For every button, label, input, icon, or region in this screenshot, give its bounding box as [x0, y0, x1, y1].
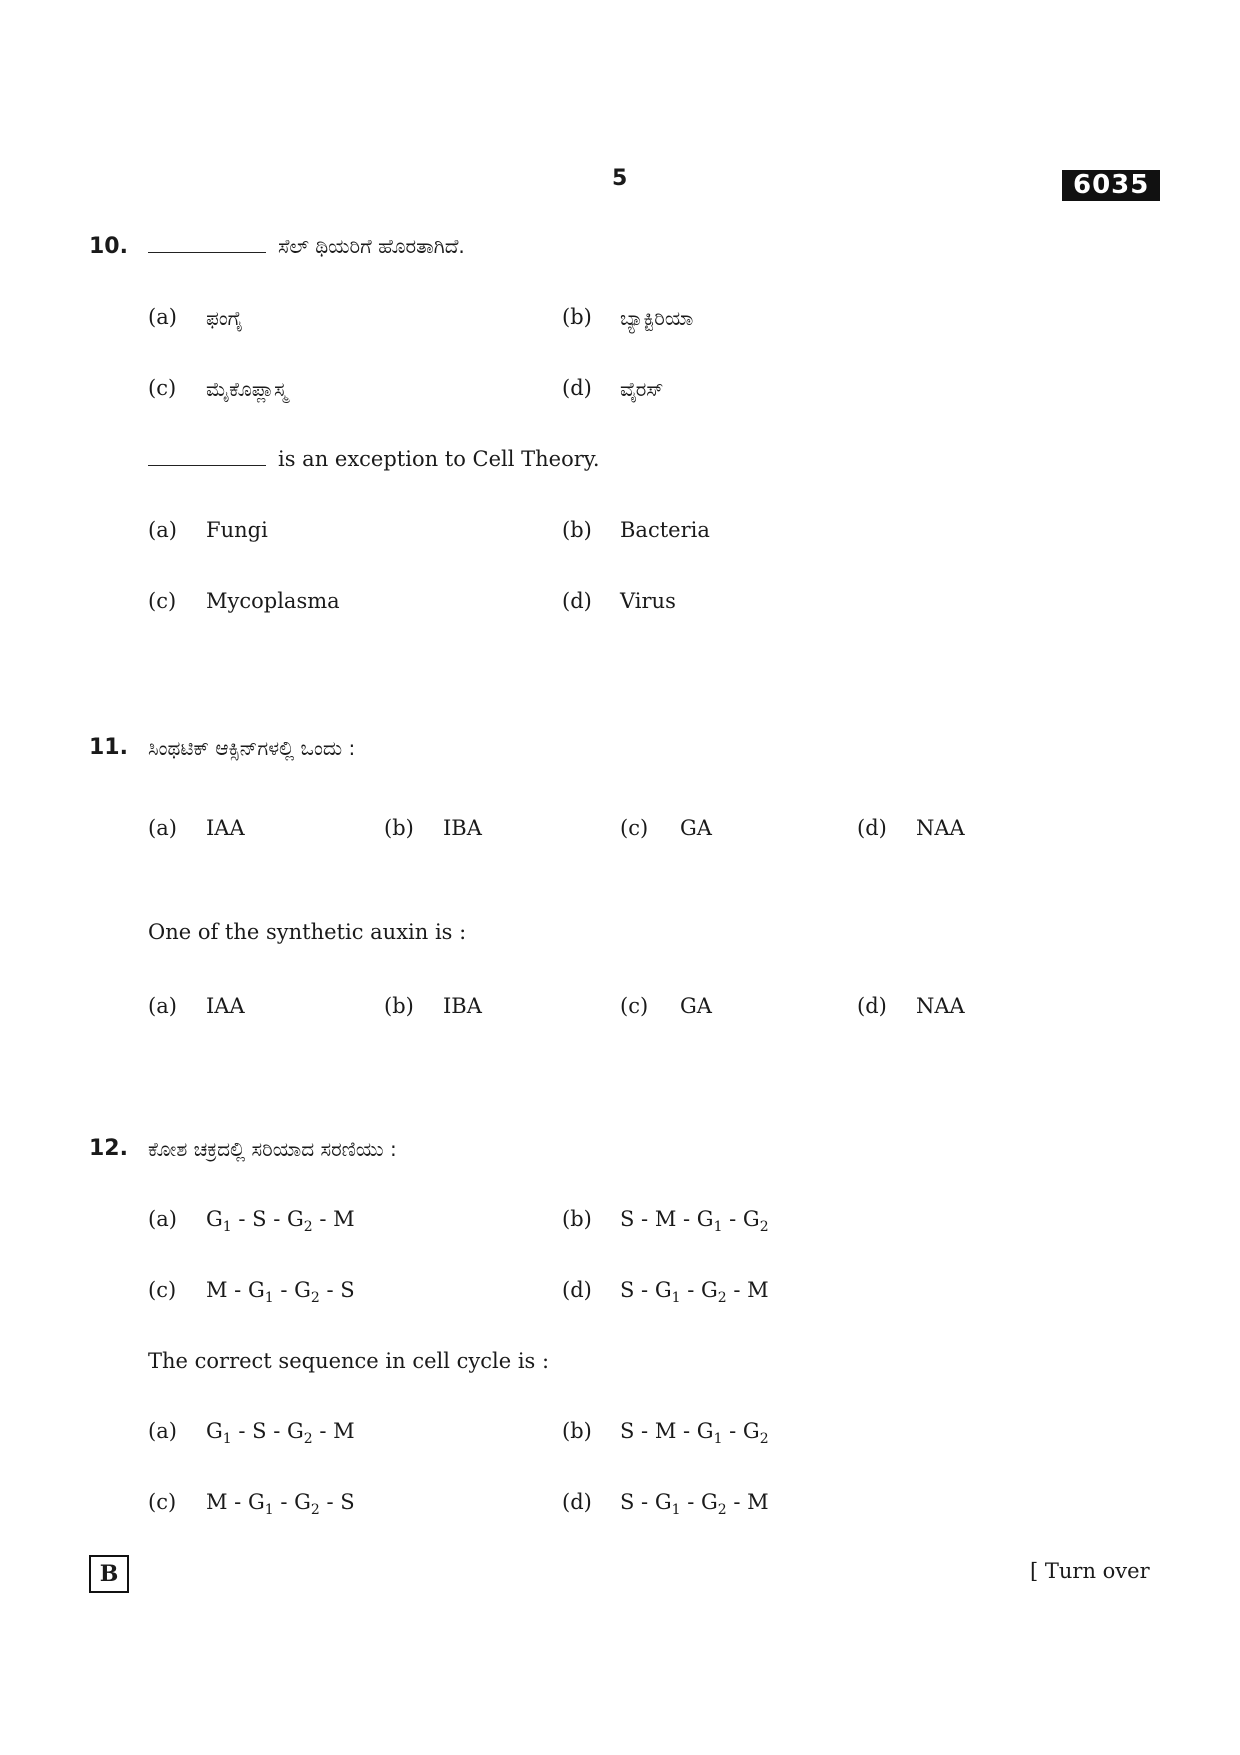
option-label: (d) — [562, 376, 592, 400]
option-text: NAA — [916, 994, 965, 1018]
question-text-english: is an exception to Cell Theory. — [148, 447, 600, 471]
option-label: (a) — [148, 994, 177, 1018]
option-text: S - $G_1 - G_2$ - M — [620, 1490, 769, 1518]
option-label: (b) — [384, 994, 414, 1018]
option-label: (d) — [857, 994, 887, 1018]
option-label: (a) — [148, 816, 177, 840]
paper-code-badge: 6035 — [1062, 170, 1160, 201]
option-text: M - $G_1 - G_2$ - S — [206, 1278, 355, 1306]
option-label: (b) — [562, 305, 592, 329]
option-text: Fungi — [206, 518, 268, 542]
option-text: GA — [680, 994, 712, 1018]
option-text: IBA — [443, 994, 482, 1018]
question-number: 10. — [89, 234, 128, 259]
question-text-kannada: ಸಿಂಥಟಿಕ್ ಆಕ್ಸಿನ್‌ಗಳಲ್ಲಿ ಒಂದು : — [148, 736, 356, 760]
option-label: (d) — [562, 589, 592, 613]
question-text-kannada: ಸೆಲ್ ಥಿಯರಿಗೆ ಹೊರತಾಗಿದೆ. — [148, 234, 465, 258]
option-label: (d) — [562, 1490, 592, 1514]
option-label: (a) — [148, 1207, 177, 1231]
option-text: IAA — [206, 816, 245, 840]
option-label: (a) — [148, 518, 177, 542]
option-text: M - $G_1 - G_2$ - S — [206, 1490, 355, 1518]
option-label: (b) — [562, 1419, 592, 1443]
question-number: 12. — [89, 1136, 128, 1161]
option-label: (a) — [148, 1419, 177, 1443]
option-text: Mycoplasma — [206, 589, 340, 613]
option-label: (b) — [384, 816, 414, 840]
set-letter-box: B — [89, 1555, 129, 1593]
option-text: S - M - $G_1 - G_2$ — [620, 1207, 769, 1235]
option-text: $G_1$ - S - $G_2$ - M — [206, 1207, 355, 1235]
option-label: (b) — [562, 518, 592, 542]
turn-over-note: [ Turn over — [1030, 1559, 1150, 1583]
question-text-kannada: ಕೋಶ ಚಕ್ರದಲ್ಲಿ ಸರಿಯಾದ ಸರಣಿಯು : — [148, 1137, 397, 1161]
option-label: (c) — [148, 376, 177, 400]
fill-in-blank — [148, 464, 266, 466]
option-text: ಫಂಗೈ — [206, 306, 243, 330]
option-text: ಮೈಕೊಪ್ಲಾಸ್ಮ — [206, 377, 288, 401]
option-text: IBA — [443, 816, 482, 840]
option-label: (c) — [148, 1278, 177, 1302]
option-label: (c) — [620, 994, 649, 1018]
option-text: ಬ್ಯಾಕ್ಟಿರಿಯಾ — [620, 306, 694, 330]
page-number: 5 — [612, 166, 628, 191]
option-text: GA — [680, 816, 712, 840]
option-label: (d) — [857, 816, 887, 840]
option-text: $G_1$ - S - $G_2$ - M — [206, 1419, 355, 1447]
question-number: 11. — [89, 735, 128, 760]
option-text: NAA — [916, 816, 965, 840]
option-label: (c) — [620, 816, 649, 840]
option-text: Virus — [620, 589, 676, 613]
option-label: (a) — [148, 305, 177, 329]
question-text-english: The correct sequence in cell cycle is : — [148, 1349, 550, 1373]
option-label: (c) — [148, 589, 177, 613]
fill-in-blank — [148, 251, 266, 253]
option-text: S - $G_1 - G_2$ - M — [620, 1278, 769, 1306]
option-text: S - M - $G_1 - G_2$ — [620, 1419, 769, 1447]
option-text: Bacteria — [620, 518, 710, 542]
option-label: (d) — [562, 1278, 592, 1302]
option-label: (b) — [562, 1207, 592, 1231]
question-text-english: One of the synthetic auxin is : — [148, 920, 467, 944]
option-label: (c) — [148, 1490, 177, 1514]
option-text: IAA — [206, 994, 245, 1018]
option-text: ವೈರಸ್ — [620, 377, 664, 401]
